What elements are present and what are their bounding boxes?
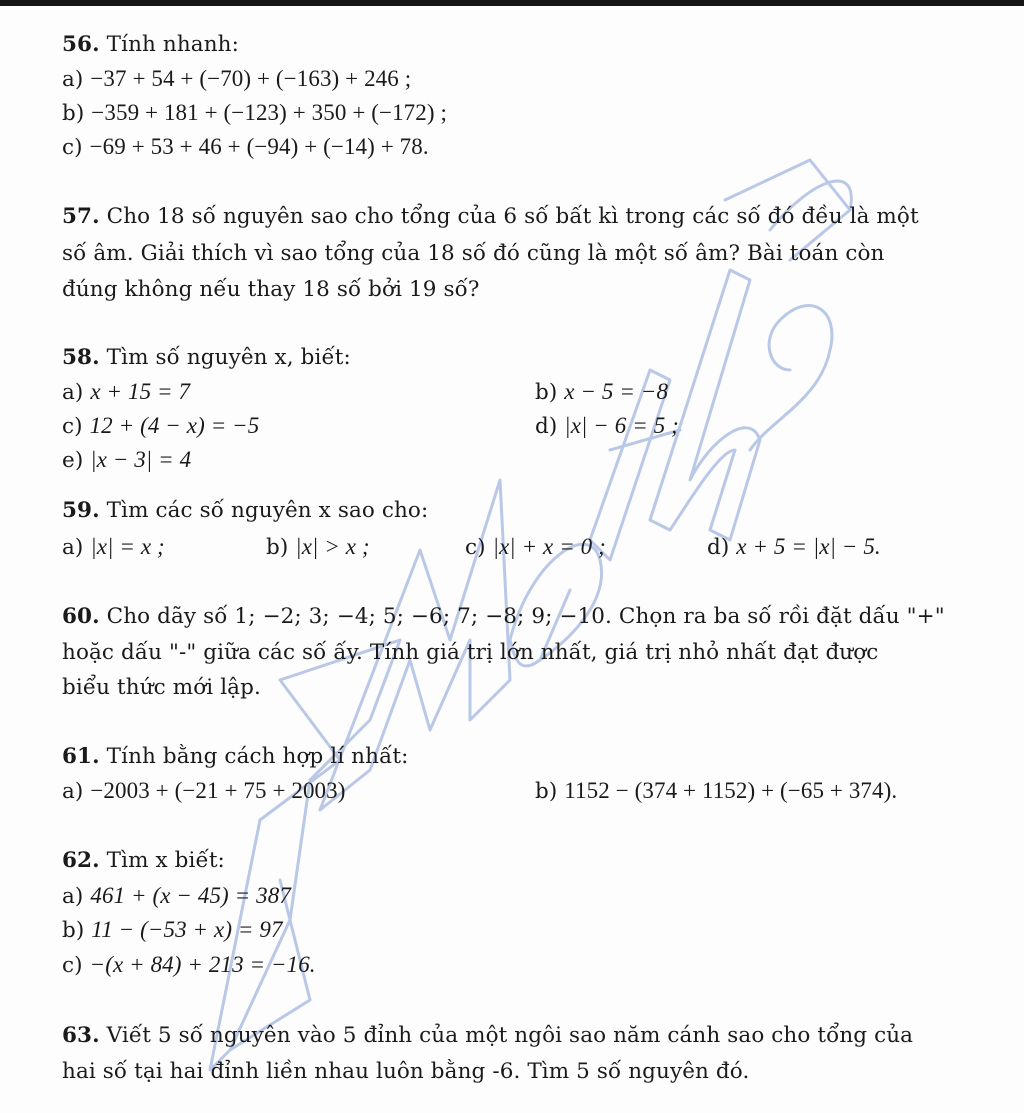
item-expression: |x − 3| = 4 <box>90 447 192 472</box>
problem-56-b <box>62 99 447 128</box>
item-label: a) <box>62 535 84 560</box>
problem-58-d <box>535 412 679 441</box>
problem-63-line-2: hai số tại hai đỉnh liền nhau luôn bằng -6. Tìm 5 số nguyên đó. <box>62 1059 750 1084</box>
problem-62-a <box>62 882 291 911</box>
problem-text: Viết 5 số nguyên vào 5 đỉnh của một ngôi sao năm cánh sao cho tổng của <box>106 1023 914 1048</box>
item-expression: 461 + (x − 45) = 387 <box>90 883 291 908</box>
item-label: b) <box>62 918 85 943</box>
problem-title: Tính bằng cách hợp lí nhất: <box>106 744 409 769</box>
problem-57-line-2: số âm. Giải thích vì sao tổng của 18 số đó cũng là một số âm? Bài toán còn <box>62 241 885 266</box>
item-label: d) <box>707 535 730 560</box>
item-expression: 12 + (4 − x) = −5 <box>89 413 260 438</box>
problem-text: Cho 18 số nguyên sao cho tổng của 6 số bất kì trong các số đó đều là một <box>106 204 919 229</box>
problem-title: Tìm các số nguyên x sao cho: <box>106 498 429 523</box>
problem-number: 59. <box>62 498 100 523</box>
item-label: c) <box>465 535 486 560</box>
problem-number: 56. <box>62 32 100 57</box>
problem-60-line-2: hoặc dấu "-" giữa các số ấy. Tính giá trị lớn nhất, giá trị nhỏ nhất đạt được <box>62 640 879 665</box>
item-expression: 1152 − (374 + 1152) + (−65 + 374). <box>564 778 898 803</box>
problem-title: Tìm số nguyên x, biết: <box>106 345 351 370</box>
item-expression: −37 + 54 + (−70) + (−163) + 246 ; <box>90 66 412 91</box>
problem-number: 58. <box>62 345 100 370</box>
problem-59-b <box>266 533 370 562</box>
item-expression: x + 5 = |x| − 5. <box>736 534 881 559</box>
problem-number: 63. <box>62 1023 100 1048</box>
problem-62-b <box>62 916 283 945</box>
problem-61-a <box>62 777 346 806</box>
item-expression: |x| − 6 = 5 ; <box>564 413 679 438</box>
item-label: a) <box>62 884 84 909</box>
problem-58-e <box>62 446 191 475</box>
problem-title: Tìm x biết: <box>106 848 225 873</box>
problem-58-heading <box>62 344 351 372</box>
item-expression: |x| = x ; <box>90 534 165 559</box>
problem-number: 62. <box>62 848 100 873</box>
item-expression: −359 + 181 + (−123) + 350 + (−172) ; <box>91 100 447 125</box>
item-label: b) <box>535 380 558 405</box>
item-label: c) <box>62 135 83 160</box>
problem-60-line-3: biểu thức mới lập. <box>62 675 261 700</box>
problem-58-c <box>62 412 259 441</box>
item-label: a) <box>62 67 84 92</box>
problem-58-a <box>62 378 190 407</box>
problem-56-heading <box>62 31 239 59</box>
item-label: a) <box>62 380 84 405</box>
item-label: d) <box>535 414 558 439</box>
problem-61-heading <box>62 743 408 771</box>
problem-58-b <box>535 378 668 407</box>
item-label: c) <box>62 414 83 439</box>
item-label: b) <box>535 779 558 804</box>
problem-59-c <box>465 533 606 562</box>
problem-63-line-1 <box>62 1022 913 1050</box>
problem-62-heading <box>62 847 225 875</box>
problem-number: 61. <box>62 744 100 769</box>
problem-59-a <box>62 533 165 562</box>
item-expression: |x| + x = 0 ; <box>492 534 606 559</box>
problem-57-line-1 <box>62 203 919 231</box>
item-expression: 11 − (−53 + x) = 97 <box>91 917 283 942</box>
item-label: b) <box>62 101 85 126</box>
problem-number: 57. <box>62 204 100 229</box>
problem-57-line-3: đúng không nếu thay 18 số bởi 19 số? <box>62 277 480 302</box>
problem-59-heading <box>62 497 428 525</box>
problem-number: 60. <box>62 604 100 629</box>
item-expression: −2003 + (−21 + 75 + 2003) <box>90 778 346 803</box>
item-expression: x + 15 = 7 <box>90 379 191 404</box>
problem-62-c <box>62 951 316 980</box>
item-label: e) <box>62 448 84 473</box>
item-expression: x − 5 = −8 <box>564 379 669 404</box>
item-expression: |x| > x ; <box>295 534 370 559</box>
problem-59-d <box>707 533 881 562</box>
item-expression: −69 + 53 + 46 + (−94) + (−14) + 78. <box>89 134 429 159</box>
item-label: a) <box>62 779 84 804</box>
item-label: b) <box>266 535 289 560</box>
problem-60-line-1 <box>62 603 945 631</box>
problem-56-a <box>62 65 411 94</box>
item-label: c) <box>62 953 83 978</box>
problem-61-b <box>535 777 897 806</box>
item-expression: −(x + 84) + 213 = −16. <box>89 952 316 977</box>
problem-text: Cho dãy số 1; −2; 3; −4; 5; −6; 7; −8; 9; −10. Chọn ra ba số rồi đặt dấu "+" <box>106 604 945 629</box>
problem-56-c <box>62 133 429 162</box>
problem-title: Tính nhanh: <box>106 32 239 57</box>
